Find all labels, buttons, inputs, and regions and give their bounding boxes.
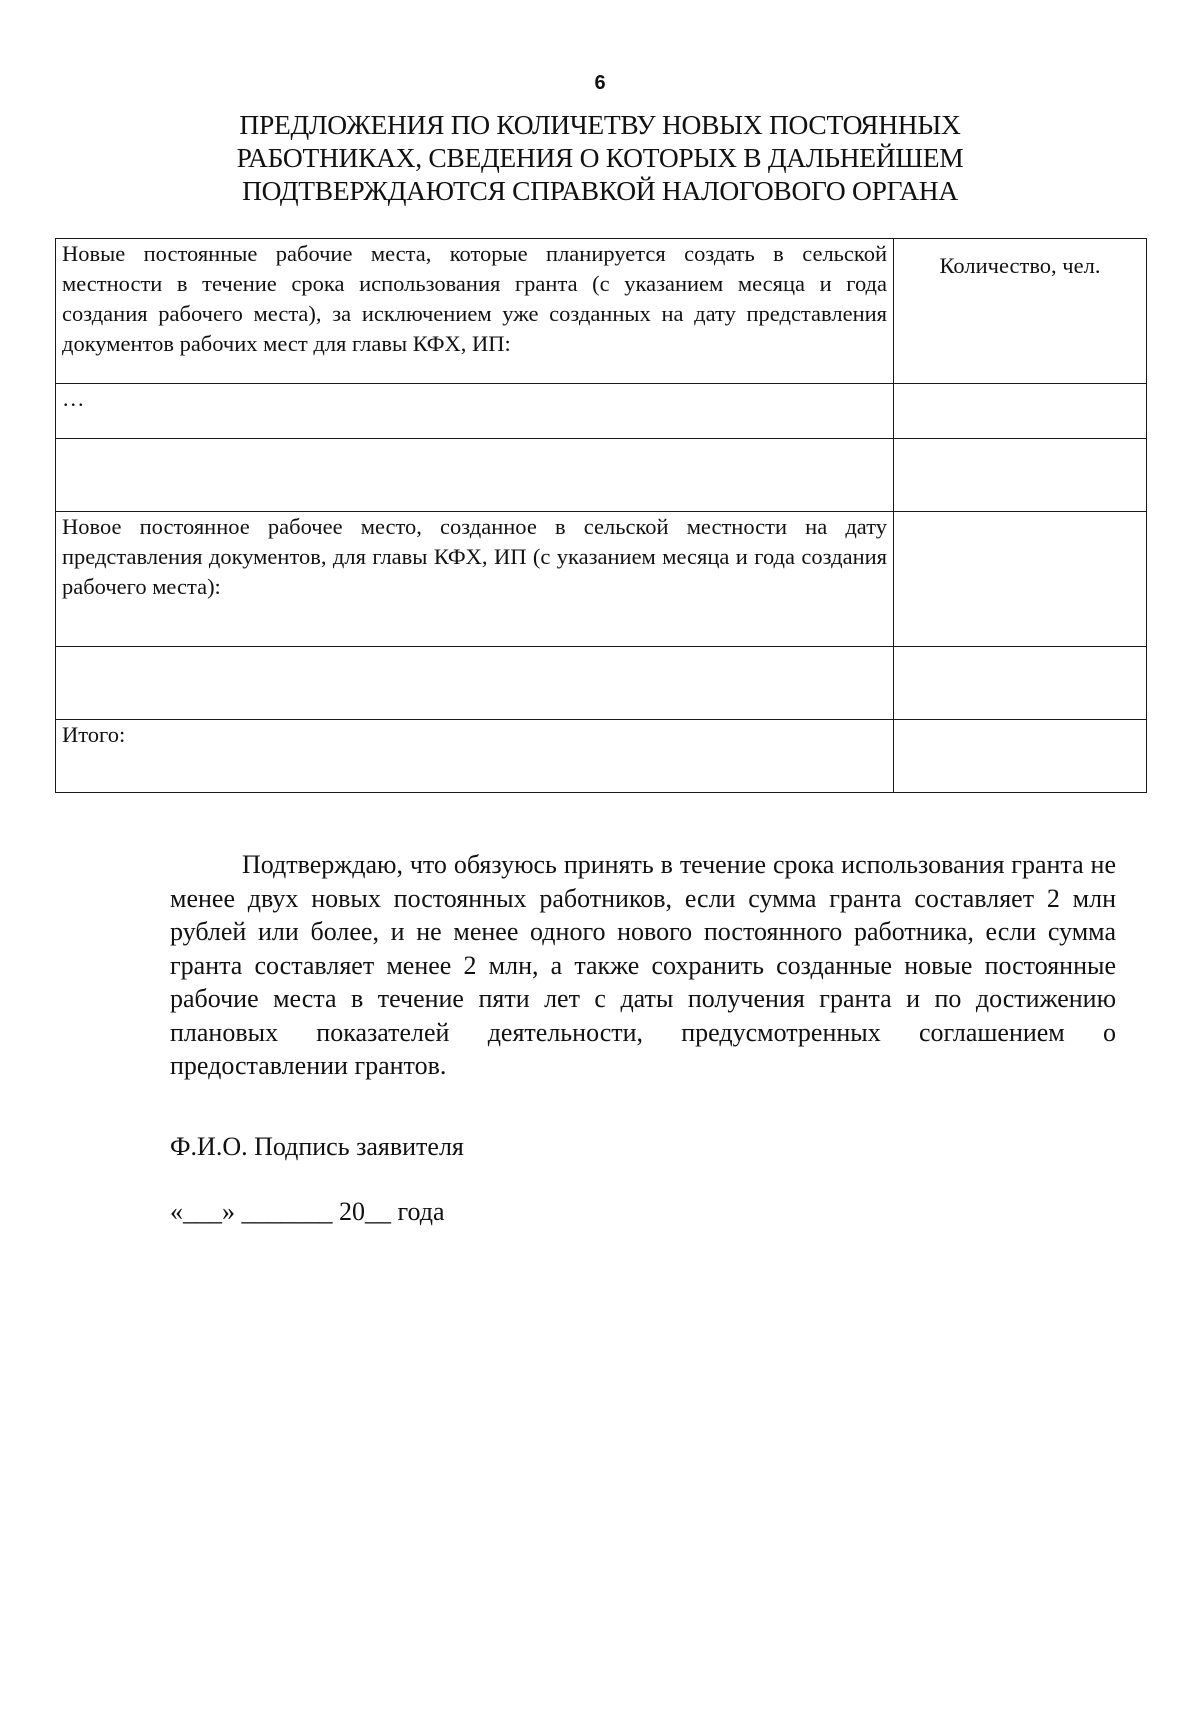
blank-description-cell[interactable] (56, 439, 894, 512)
date-line: «___» _______ 20__ года (170, 1197, 445, 1226)
quantity-cell[interactable] (894, 439, 1147, 512)
quantity-cell[interactable] (894, 512, 1147, 647)
total-quantity-cell[interactable] (894, 720, 1147, 793)
table-row (56, 384, 1147, 439)
table-total-row (56, 720, 1147, 793)
planned-workplaces-description: Новые постоянные рабочие места, которые планируется создать в сельской местности в течение срока использования гранта (с указанием месяца и года создания рабочего места), за исключением уже созданных на дату представления документов рабочих мест для главы КФХ, ИП: (56, 239, 894, 384)
ellipsis-cell: … (56, 384, 894, 439)
table-row (56, 439, 1147, 512)
signature-label: Ф.И.О. Подпись заявителя (170, 1132, 464, 1161)
document-title-line: ПРЕДЛОЖЕНИЯ ПО КОЛИЧЕТВУ НОВЫХ ПОСТОЯННЫХ (239, 109, 961, 140)
table-row (56, 647, 1147, 720)
page-number: 6 (594, 72, 606, 94)
table-header-row (56, 239, 1147, 384)
document-title-line: РАБОТНИКАХ, СВЕДЕНИЯ О КОТОРЫХ В ДАЛЬНЕЙШЕМ (236, 142, 964, 173)
table-row (56, 512, 1147, 647)
document-title (100, 108, 1100, 207)
quantity-cell[interactable] (894, 384, 1147, 439)
quantity-column-header: Количество, чел. (894, 239, 1147, 384)
created-workplace-description: Новое постоянное рабочее место, созданное в сельской местности на дату представления документов, для главы КФХ, ИП (с указанием месяца и года создания рабочего места): (56, 512, 894, 647)
blank-description-cell[interactable] (56, 647, 894, 720)
total-label: Итого: (56, 720, 894, 793)
confirmation-statement: Подтверждаю, что обязуюсь принять в течение срока использования гранта не менее двух новых постоянных работников, если сумма гранта составляет 2 млн рублей или более, и не менее одного нового постоянного работника, если сумма гранта составляет менее 2 млн, а также сохранить созданные новые постоянные рабочие места в течение пяти лет с даты получения гранта и по достижению плановых показателей деятельности, предусмотренных соглашением о предоставлении грантов. (170, 850, 1116, 1080)
quantity-cell[interactable] (894, 647, 1147, 720)
document-title-line: ПОДТВЕРЖДАЮТСЯ СПРАВКОЙ НАЛОГОВОГО ОРГАНА (242, 175, 958, 206)
workplaces-table (55, 238, 1147, 793)
